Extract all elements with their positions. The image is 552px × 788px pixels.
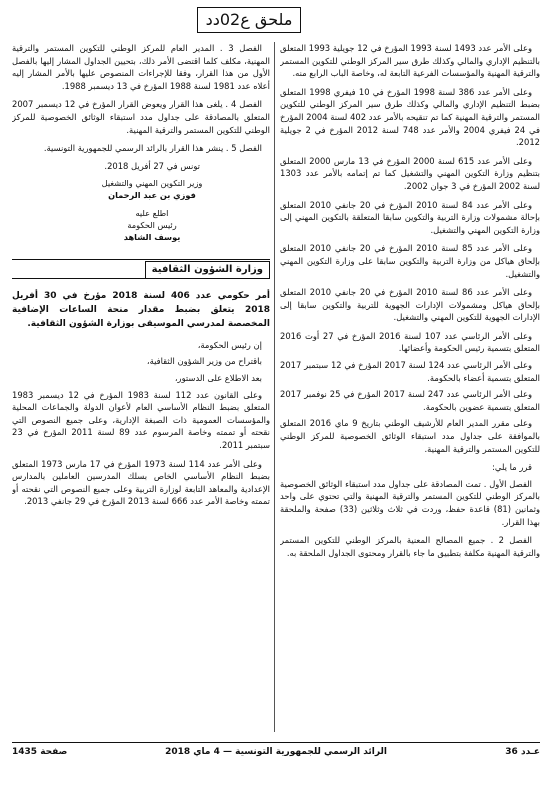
issue-number: عـدد 36 bbox=[505, 747, 540, 757]
left-column bbox=[12, 42, 270, 732]
paragraph: وعلى الأمر عدد 86 لسنة 2010 المؤرخ في 20 جانفي 2010 المتعلق بإلحاق هياكل ومشمولات الإدارات الجهوية للتربية والتكوين سابقا إلى الإدارات الجهوية للتكوين المهني والتشغيل. bbox=[280, 287, 540, 323]
paragraph: إن رئيس الحكومة، bbox=[197, 339, 262, 350]
paragraph: باقتراح من وزير الشؤون الثقافية، bbox=[146, 356, 262, 367]
paragraph: وعلى الأمر الرئاسي عدد 124 لسنة 2017 المؤرخ في 12 سبتمبر 2017 المتعلق بتسمية أعضاء بالحكومة. bbox=[280, 360, 540, 383]
signing-date: تونس في 27 أفريل 2018. bbox=[104, 160, 200, 171]
paragraph: وعلى الأمر الرئاسي عدد 247 لسنة 2017 المؤرخ في 25 نوفمبر 2017 المتعلق بتسمية عضوين بالحكومة. bbox=[280, 389, 540, 412]
journal-title: الرائد الرسمي للجمهورية التونسية — 4 ماي 2018 bbox=[165, 747, 387, 757]
paragraph: وعلى الأمر الرئاسي عدد 107 لسنة 2016 المؤرخ في 27 أوت 2016 المتعلق بتسمية رئيس الحكومة وأعضائها. bbox=[280, 330, 540, 354]
ministry-header bbox=[12, 259, 270, 279]
decree-title: أمر حكومي عدد 406 لسنة 2018 مؤرخ في 30 أفريل 2018 يتعلق بضبط مقدار منحة الساعات الإضافية المخصصة لمدرسي الموسيقى بوزارة الشؤون الثقافية. bbox=[12, 290, 270, 329]
annex-stamp: ملحق ع02دد bbox=[197, 7, 301, 33]
paragraph: وعلى الأمر عدد 615 لسنة 2000 المؤرخ في 13 مارس 2000 المتعلق بتنظيم وزارة التكوين المهني والتشغيل كما تم إتمامه بالأمر عدد 1303 لسنة 2002 المؤرخ في 3 جوان 2002. bbox=[280, 155, 540, 191]
ministry-header-label: وزارة الشؤون الثقافية bbox=[145, 261, 270, 279]
pm-title: رئيس الحكومة bbox=[127, 219, 177, 230]
decision-heading: قرر ما يلي: bbox=[492, 462, 532, 473]
page-body bbox=[12, 42, 540, 732]
paragraph: وعلى مقرر المدير العام للأرشيف الوطني بتاريخ 9 ماي 2016 المتعلق بالموافقة على جداول مدد استبقاء الوثائق الخصوصية للمركز الوطني للتكوين المستمر والترقية المهنية. bbox=[280, 418, 540, 454]
paragraph: بعد الاطلاع على الدستور، bbox=[174, 372, 262, 383]
column-divider bbox=[274, 42, 275, 732]
minister-name: فوزي بن عبد الرحمان bbox=[108, 189, 196, 200]
right-column bbox=[280, 42, 540, 732]
paragraph: وعلى الأمر عدد 386 لسنة 1998 المؤرخ في 10 فيفري 1998 المتعلق بضبط التنظيم الإداري والمالي وكذلك طرق سير المركز الوطني للتكوين المستمر والترقية المهنية كما تم تنقيحه بالأمر عدد 402 لسنة 2004 المؤرخ في 24 فيفري 2004 والأمر عدد 748 لسنة 2012 المؤرخ في 2 جويلية 2012. bbox=[280, 86, 540, 148]
article-2: الفصل 2 . جميع المصالح المعنية بالمركز الوطني للتكوين المستمر والترقية المهنية مكلفة بتطبيق ما جاء بالقرار ومحتوى الجداول الملحقة به. bbox=[280, 535, 540, 558]
paragraph: وعلى الأمر عدد 1493 لسنة 1993 المؤرخ في 12 جويلية 1993 المتعلق بالتنظيم الإداري والمالي وكذلك طرق سير المركز الوطني للتكوين المستمر والترقية المهنية والمؤسسات الفرعية التابعة له، وخاصة الباب الرابع منه. bbox=[280, 43, 540, 79]
pm-signature bbox=[92, 207, 212, 243]
paragraph: وعلى الأمر عدد 85 لسنة 2010 المؤرخ في 20 جانفي 2010 المتعلق بإلحاق هياكل من وزارة التربية والتكوين سابقا على وزارة التكوين المهني والتشغيل. bbox=[280, 243, 540, 279]
paragraph: وعلى الأمر عدد 84 لسنة 2010 المؤرخ في 20 جانفي 2010 المتعلق بإحالة مشمولات وزارة التربية والتكوين سابقا المتعلقة بالتكوين المهني إلى وزارة التكوين المهني والتشغيل. bbox=[280, 199, 540, 235]
article-5: الفصل 5 . ينشر هذا القرار بالرائد الرسمي للجمهورية التونسية. bbox=[43, 143, 262, 154]
paragraph: وعلى الأمر عدد 114 لسنة 1973 المؤرخ في 17 مارس 1973 المتعلق بضبط النظام الأساسي الخاص بسلك المدرسين العاملين بالمدارس الإعدادية والمعاهد التابعة لوزارة التربية وعلى جميع النصوص التي نقحته أو تممته وخاصة الأمر عدد 666 لسنة 2013 المؤرخ في 29 جانفي 2013. bbox=[12, 458, 270, 507]
paragraph: وعلى القانون عدد 112 لسنة 1983 المؤرخ في 12 ديسمبر 1983 المتعلق بضبط النظام الأساسي العام لأعوان الدولة والجماعات المحلية والمؤسسات العمومية ذات الصبغة الإدارية، وعلى جميع النصوص التي نقحته أو تممته وخاصة المرسوم عدد 89 لسنة 2011 المؤرخ في 23 سبتمبر 2011. bbox=[12, 389, 270, 450]
seen-label: اطلع عليه bbox=[135, 207, 169, 218]
minister-title: وزير التكوين المهني والتشغيل bbox=[101, 177, 203, 188]
pm-name: يوسف الشاهد bbox=[123, 231, 181, 242]
article-4: الفصل 4 . يلغى هذا القرار ويعوض القرار المؤرخ في 12 ديسمبر 2007 المتعلق بالمصادقة على جداول مدد استبقاء الوثائق الخصوصية للمركز الوطني للتكوين المستمر والترقية المهنية. bbox=[12, 99, 270, 135]
page-number: صفحة 1435 bbox=[12, 747, 68, 757]
minister-signature bbox=[92, 177, 212, 201]
article-1: الفصل الأول . تمت المصادقة على جداول مدد استبقاء الوثائق الخصوصية بالمركز الوطني للتكوين المستمر والترقية المهنية والتي تحتوي على واحد وثمانين (81) قاعدة حفظ، وردت في ثلاث وثلاثين (33) صفحة والملحقة بهذا القرار. bbox=[280, 478, 540, 527]
article-3: الفصل 3 . المدير العام للمركز الوطني للتكوين المستمر والترقية المهنية، مكلف كلما اقتضى الأمر ذلك، بتحيين الجداول المشار إليها بالفصل الأول من هذا القرار، وفقا للإجراءات المنصوص عليها بالأمر المشار إليه أعلاه عدد 1981 لسنة 1988 المؤرخ في 13 ديسمبر 1988. bbox=[12, 43, 270, 91]
page-footer bbox=[12, 742, 540, 760]
